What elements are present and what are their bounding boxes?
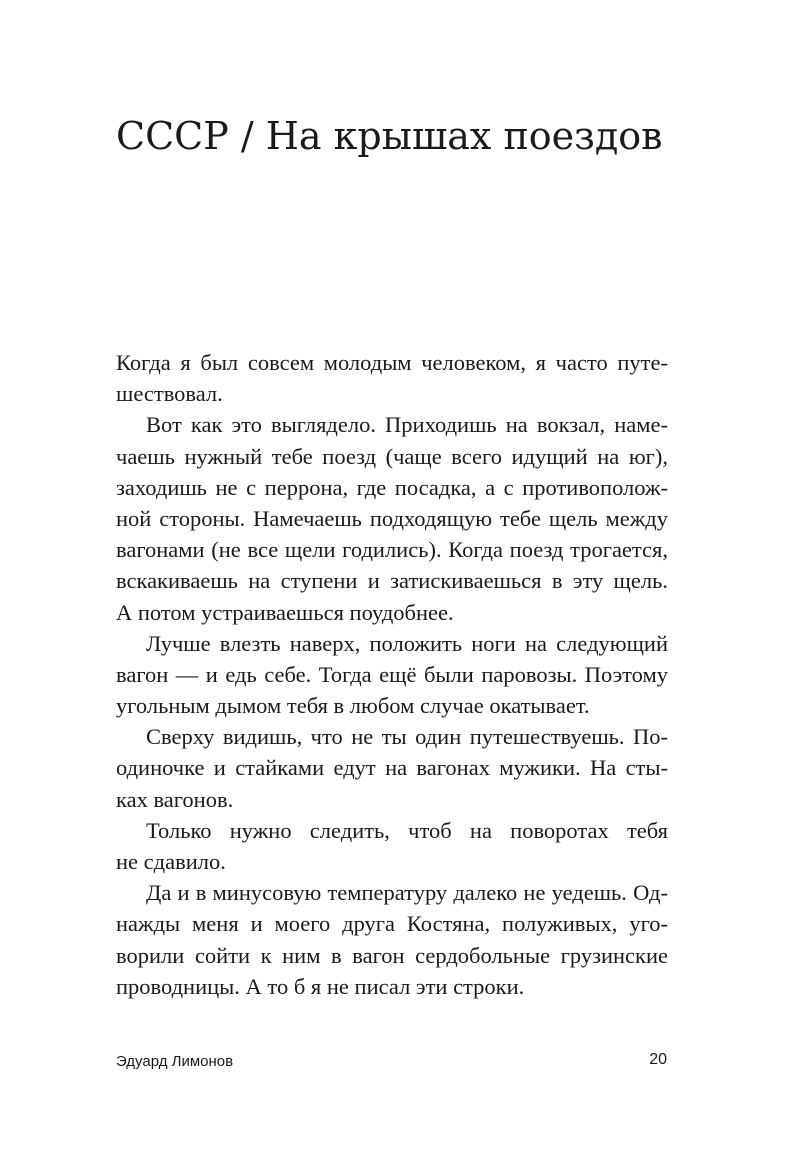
chapter-title: СССР / На крышах поездов (116, 114, 663, 158)
text-line: вагон — и едь себе. Тогда ещё были паровозы. Поэтому (116, 661, 668, 687)
text-line: одиночке и стайками едут на вагонах мужики. На сты- (116, 755, 668, 781)
text-line: А потом устраиваешься поудобнее. (116, 599, 454, 625)
text-line: угольным дымом тебя в любом случае окатывает. (116, 693, 590, 719)
text-line: вагонами (не все щели годились). Когда поезд трогается, (116, 537, 668, 563)
text-line: нажды меня и моего друга Костяна, полуживых, уго- (116, 911, 668, 937)
text-line: шествовал. (116, 381, 223, 407)
text-line: заходишь не с перрона, где посадка, а с противополож- (116, 474, 668, 500)
text-line: проводницы. А то б я не писал эти строки. (116, 973, 525, 999)
text-line: чаешь нужный тебе поезд (чаще всего идущий на юг), (116, 443, 668, 469)
text-line: Когда я был совсем молодым человеком, я часто путе- (116, 350, 668, 375)
text-line: ках вагонов. (116, 786, 234, 812)
text-line: ворили сойти к ним в вагон сердобольные грузинские (116, 942, 668, 968)
page-number: 20 (649, 1051, 667, 1068)
text-line: ной стороны. Намечаешь подходящую тебе щель между (116, 505, 668, 531)
text-line: Да и в минусовую температуру далеко не уедешь. Од- (146, 880, 668, 906)
text-line: не сдавило. (116, 849, 226, 874)
body-text (116, 347, 668, 1002)
footer-author: Эдуард Лимонов (116, 1053, 234, 1070)
text-line: Только нужно следить, чтоб на поворотах тебя (146, 817, 668, 843)
text-line: Сверху видишь, что не ты один путешествуешь. По- (146, 724, 668, 750)
text-line: вскакиваешь на ступени и затискиваешься в эту щель. (116, 568, 668, 594)
text-line: Лучше влезть наверх, положить ноги на следующий (146, 630, 668, 656)
text-line: Вот как это выглядело. Приходишь на вокзал, наме- (146, 412, 668, 438)
